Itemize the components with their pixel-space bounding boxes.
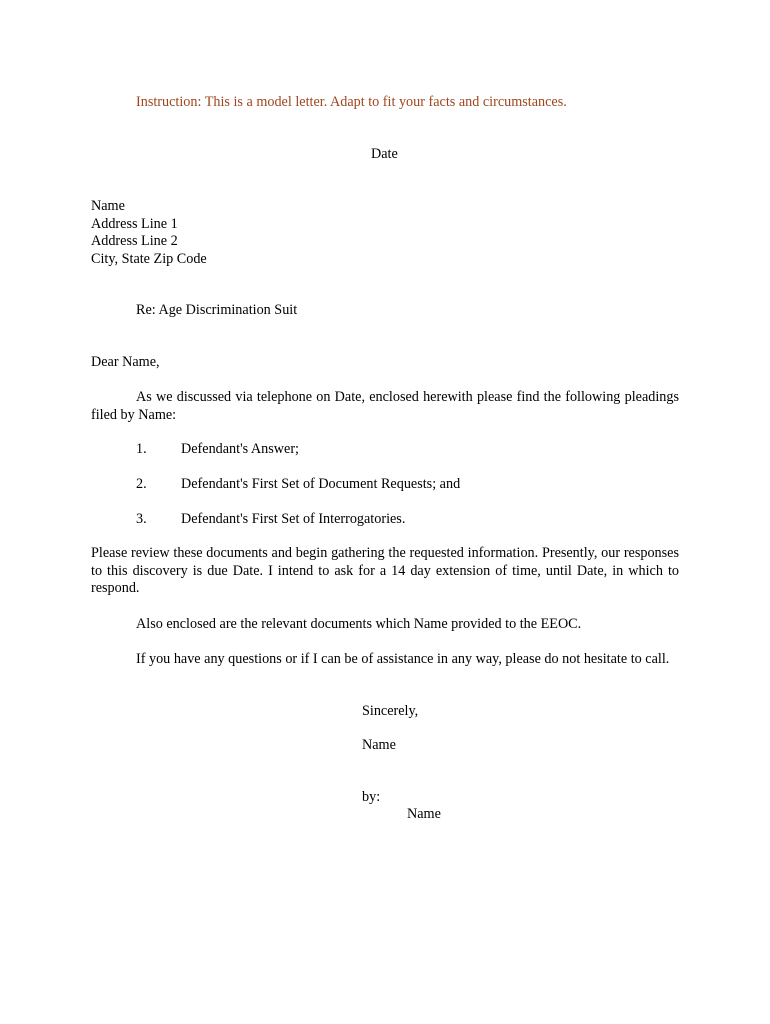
recipient-address-line-1: Address Line 1 <box>91 215 178 232</box>
list-text: Defendant's Answer; <box>181 441 299 457</box>
re-line: Re: Age Discrimination Suit <box>136 302 298 318</box>
list-number: 2. <box>136 476 147 492</box>
intro-paragraph <box>91 389 679 424</box>
list-item <box>136 476 460 494</box>
closing-sincerely: Sincerely, <box>362 703 419 719</box>
enclosed-text: Also enclosed are the relevant documents which Name provided to the EEOC. <box>136 616 582 632</box>
list-text: Defendant's First Set of Interrogatories. <box>181 511 406 527</box>
recipient-address-line-2: Address Line 2 <box>91 233 178 249</box>
salutation: Dear Name, <box>91 354 160 370</box>
closing-by: by: <box>362 789 381 805</box>
instruction-note: Instruction: This is a model letter. Adapt to fit your facts and circumstances. <box>136 94 567 110</box>
closing-firm-name: Name <box>362 737 396 753</box>
list-text: Defendant's First Set of Document Requests; and <box>181 476 461 492</box>
list-item <box>136 441 299 459</box>
letter-date: Date <box>371 146 398 162</box>
list-item <box>136 511 405 529</box>
enclosed-paragraph <box>91 616 679 634</box>
questions-paragraph <box>91 651 679 669</box>
list-number: 3. <box>136 511 147 527</box>
recipient-name: Name <box>91 198 125 214</box>
questions-text: If you have any questions or if I can be of assistance in any way, please do not hesitate to call. <box>136 651 670 667</box>
recipient-city-state-zip: City, State Zip Code <box>91 250 207 267</box>
review-paragraph: Please review these documents and begin gathering the requested information. Presently, our responses to this discovery is due Date. I intend to ask for a 14 day extension of time, until Date, in which to respond. <box>91 545 679 596</box>
intro-text: As we discussed via telephone on Date, enclosed herewith please find the following pleadings filed by Name: <box>91 389 679 423</box>
list-number: 1. <box>136 441 147 457</box>
closing-signer-name: Name <box>407 806 441 822</box>
